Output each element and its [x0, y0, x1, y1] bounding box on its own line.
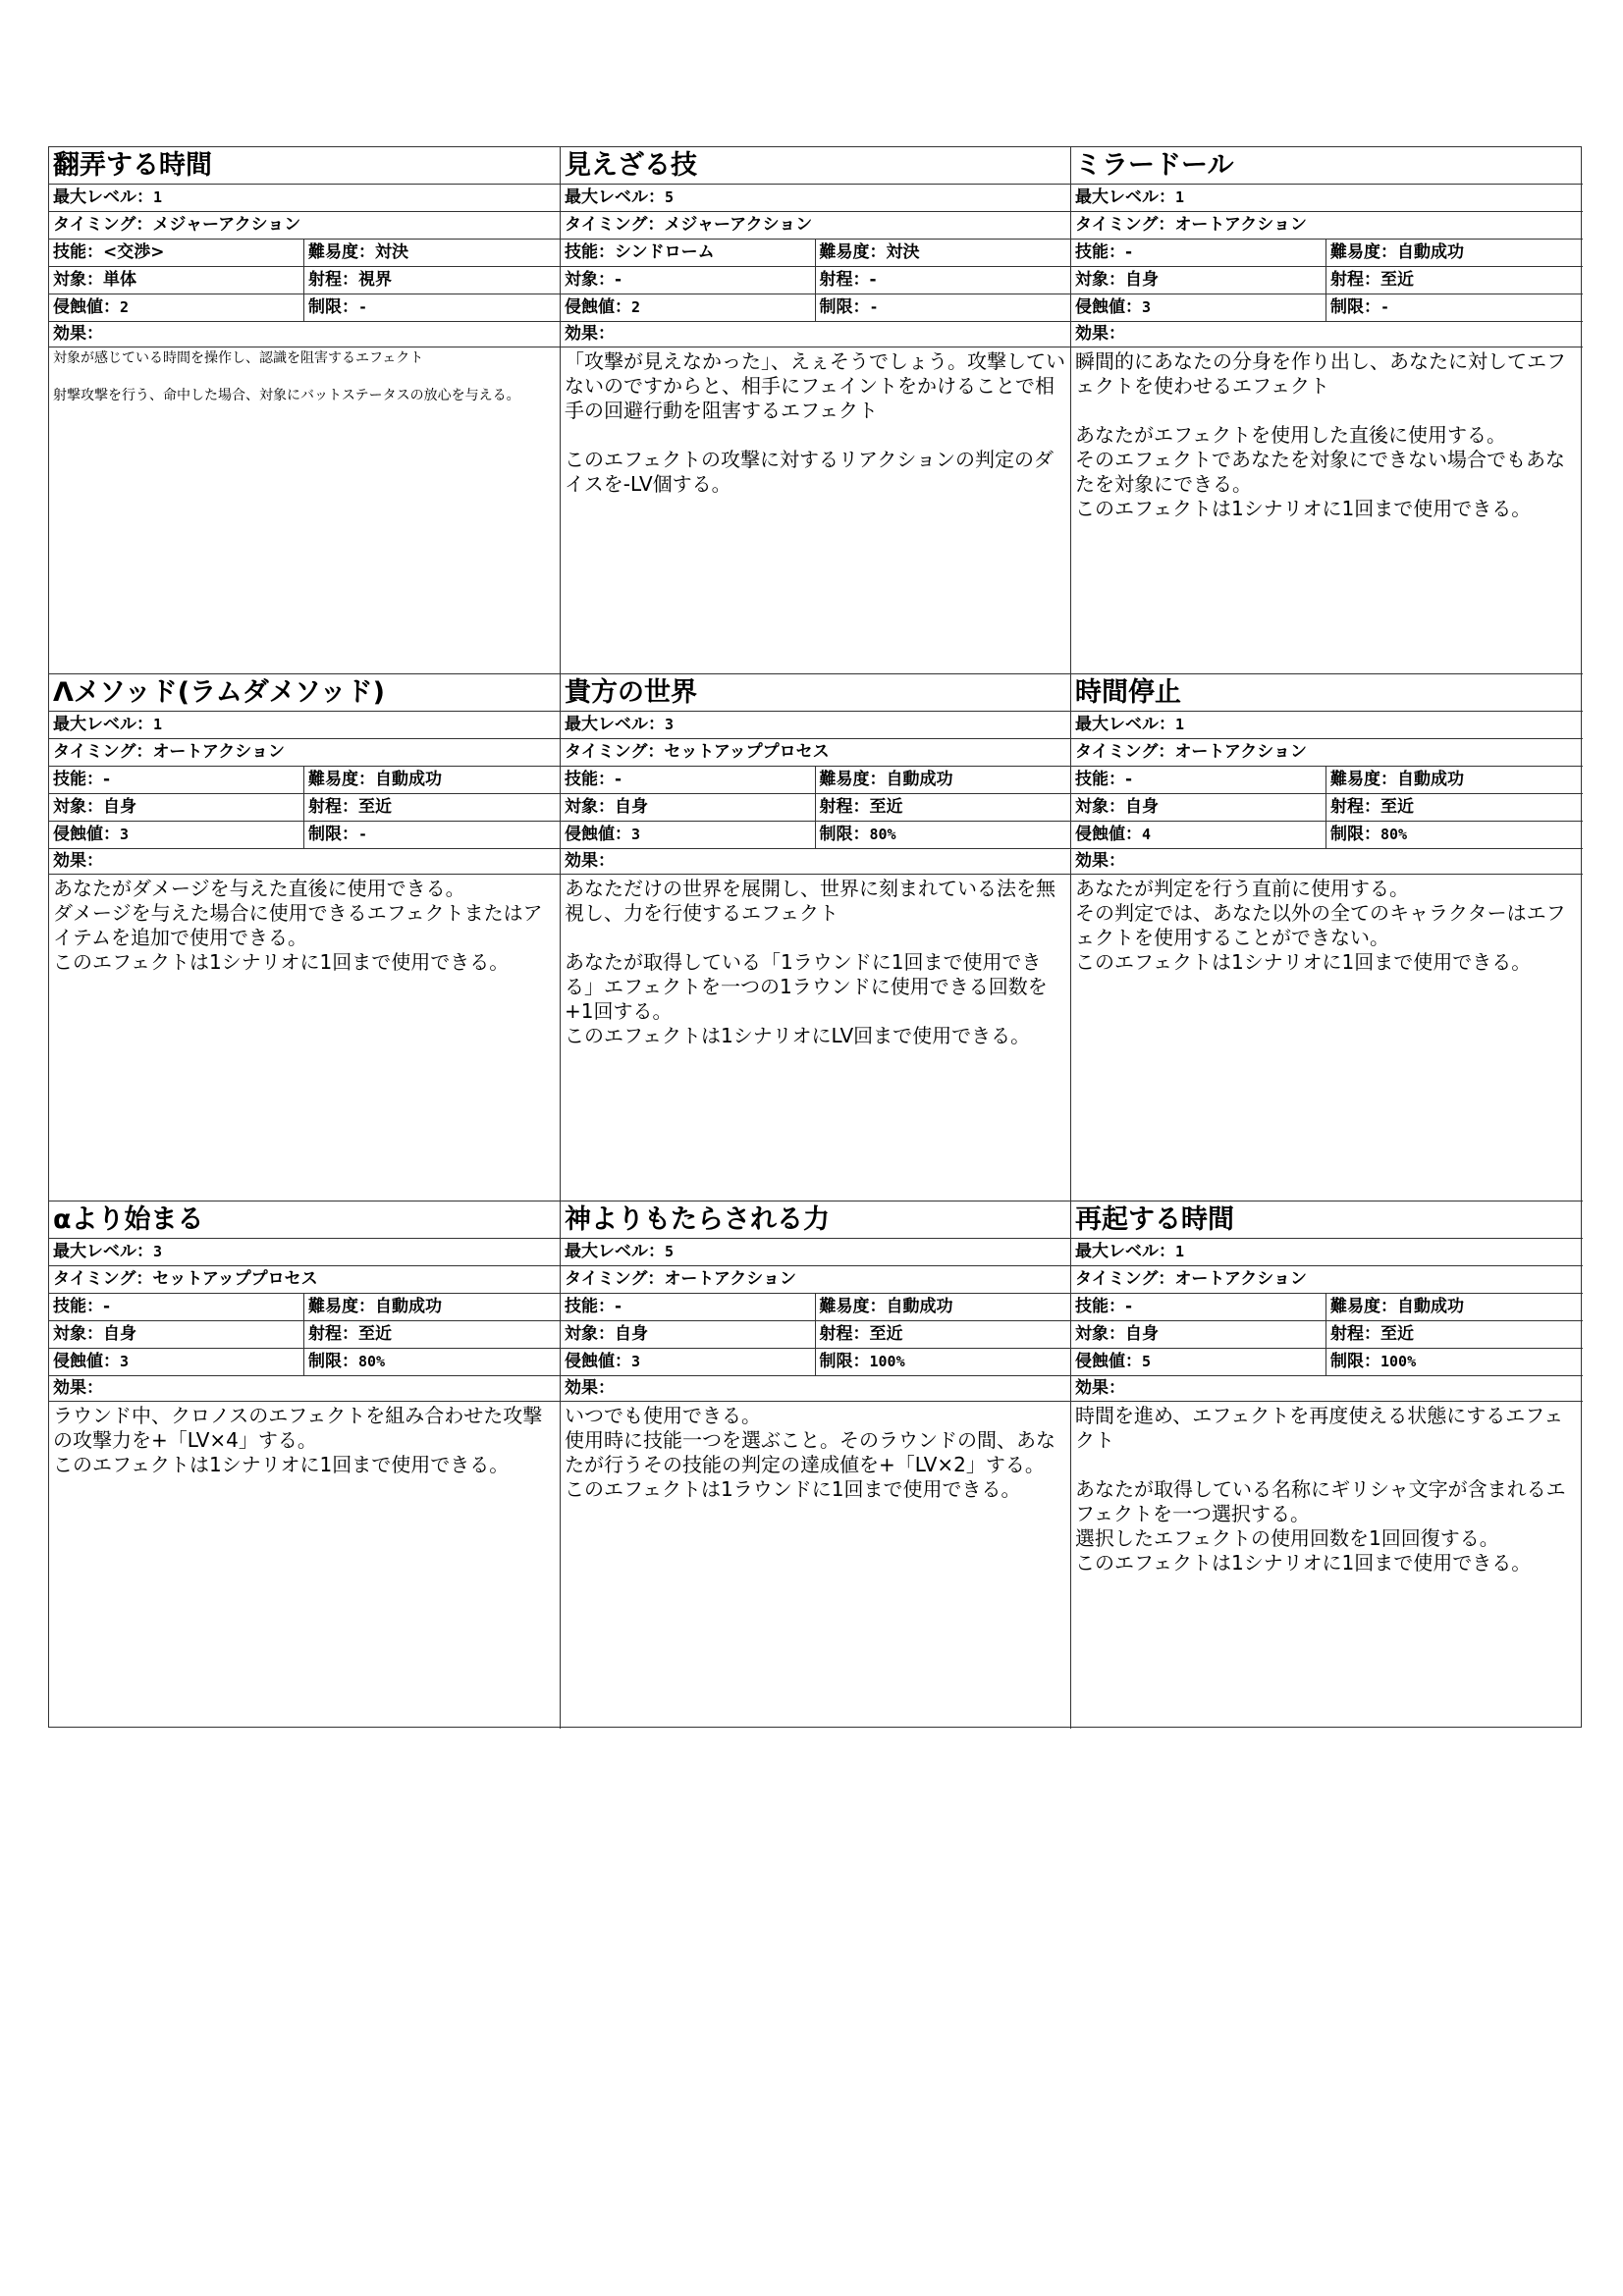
- effect-card: [49, 1201, 561, 1729]
- skill-value: -: [615, 1297, 622, 1316]
- max-level-row: [1071, 712, 1583, 739]
- skill-difficulty-row: [1071, 1294, 1583, 1321]
- effect-card: [1071, 147, 1583, 674]
- erosion-limit-row: [49, 294, 560, 322]
- max-level-value: 5: [665, 188, 675, 206]
- range-value: 至近: [1380, 270, 1414, 290]
- effect-label: 効果：: [49, 1376, 560, 1402]
- effect-text: 瞬間的にあなたの分身を作り出し、あなたに対してエフェクトを使わせるエフェクト あなたがエフェクトを使用した直後に使用する。 そのエフェクトであなたを対象にできない場合でもあなたを対象にできる。 このエフェクトは1シナリオに1回まで使用できる。: [1075, 349, 1566, 520]
- effect-label: 効果：: [1071, 322, 1583, 347]
- effect-text: ラウンド中、クロノスのエフェクトを組み合わせた攻撃の攻撃力を+「LV×4」する。 このエフェクトは1シナリオに1回まで使用できる。: [53, 1404, 543, 1476]
- skill-label: 技能：: [1075, 1297, 1125, 1316]
- skill-label: 技能：: [565, 242, 615, 262]
- max-level-value: 3: [665, 716, 675, 733]
- range-value: 至近: [358, 1324, 392, 1344]
- erosion-value: 3: [631, 1353, 641, 1370]
- difficulty-label: 難易度：: [819, 242, 887, 262]
- timing-value: メジャーアクション: [664, 215, 813, 235]
- erosion-limit-row: [1071, 1349, 1583, 1376]
- limit-label: 制限：: [1330, 825, 1380, 844]
- effect-title: 神よりもたらされる力: [561, 1201, 1070, 1239]
- range-value: 至近: [1380, 1324, 1414, 1344]
- max-level-label: 最大レベル：: [1075, 1242, 1175, 1261]
- timing-value: オートアクション: [1174, 742, 1307, 762]
- effect-text: あなただけの世界を展開し、世界に刻まれている法を無視し、力を行使するエフェクト あなたが取得している「1ラウンドに1回まで使用できる」エフェクトを一つの1ラウンドに使用できる回数を+1回する。 このエフェクトは1シナリオにLV回まで使用できる。: [565, 877, 1055, 1047]
- effect-card: [1071, 1201, 1583, 1729]
- limit-value: 80%: [358, 1353, 386, 1370]
- skill-label: 技能：: [1075, 770, 1125, 789]
- target-label: 対象：: [565, 270, 615, 290]
- erosion-limit-row: [561, 294, 1070, 322]
- erosion-value: 3: [631, 826, 641, 843]
- difficulty-value: 自動成功: [1397, 242, 1464, 262]
- erosion-value: 3: [1142, 298, 1152, 316]
- erosion-value: 4: [1142, 826, 1152, 843]
- effect-title: 貴方の世界: [561, 674, 1070, 712]
- max-level-row: [49, 1239, 560, 1266]
- max-level-label: 最大レベル：: [53, 1242, 153, 1261]
- timing-label: タイミング：: [565, 215, 665, 235]
- erosion-limit-row: [1071, 822, 1583, 849]
- max-level-row: [561, 185, 1070, 212]
- timing-value: セットアッププロセス: [152, 1269, 318, 1289]
- target-label: 対象：: [53, 270, 103, 290]
- max-level-value: 1: [153, 188, 163, 206]
- limit-label: 制限：: [308, 1352, 358, 1371]
- skill-difficulty-row: [49, 767, 560, 794]
- limit-label: 制限：: [308, 297, 358, 317]
- max-level-label: 最大レベル：: [565, 187, 665, 207]
- max-level-value: 1: [1175, 716, 1185, 733]
- range-label: 射程：: [1330, 797, 1380, 817]
- skill-label: 技能：: [1075, 242, 1125, 262]
- target-range-row: [561, 1321, 1070, 1349]
- difficulty-value: 自動成功: [1397, 770, 1464, 789]
- limit-value: -: [869, 298, 879, 316]
- limit-label: 制限：: [819, 1352, 870, 1371]
- max-level-value: 1: [1175, 1243, 1185, 1260]
- timing-row: [561, 739, 1070, 767]
- effect-card: [561, 147, 1071, 674]
- skill-difficulty-row: [561, 767, 1070, 794]
- effect-card: [561, 674, 1071, 1201]
- target-value: 自身: [1125, 270, 1159, 290]
- timing-label: タイミング：: [565, 742, 665, 762]
- timing-value: オートアクション: [152, 742, 285, 762]
- limit-value: 80%: [869, 826, 896, 843]
- effect-label: 効果：: [561, 849, 1070, 875]
- erosion-label: 侵蝕値：: [53, 297, 120, 317]
- erosion-limit-row: [1071, 294, 1583, 322]
- target-label: 対象：: [53, 797, 103, 817]
- skill-difficulty-row: [49, 1294, 560, 1321]
- timing-label: タイミング：: [1075, 1269, 1175, 1289]
- range-value: 至近: [869, 1324, 903, 1344]
- difficulty-value: 自動成功: [886, 770, 953, 789]
- difficulty-label: 難易度：: [308, 242, 375, 262]
- limit-value: -: [358, 826, 368, 843]
- skill-label: 技能：: [565, 770, 615, 789]
- range-value: 至近: [358, 797, 392, 817]
- skill-difficulty-row: [1071, 767, 1583, 794]
- effect-card: [49, 674, 561, 1201]
- max-level-label: 最大レベル：: [53, 715, 153, 734]
- range-label: 射程：: [819, 797, 870, 817]
- timing-value: セットアッププロセス: [664, 742, 830, 762]
- max-level-label: 最大レベル：: [1075, 715, 1175, 734]
- range-value: 至近: [869, 797, 903, 817]
- timing-label: タイミング：: [53, 742, 153, 762]
- effect-text: 対象が感じている時間を操作し、認識を阻害するエフェクト 射撃攻撃を行う、命中した場合、対象にバットステータスの放心を与える。: [53, 350, 520, 403]
- skill-value: -: [615, 770, 622, 789]
- timing-row: [1071, 1266, 1583, 1294]
- range-label: 射程：: [308, 797, 358, 817]
- erosion-value: 2: [120, 298, 130, 316]
- effect-title: αより始まる: [49, 1201, 560, 1239]
- range-label: 射程：: [819, 270, 870, 290]
- erosion-label: 侵蝕値：: [565, 1352, 631, 1371]
- skill-value: <交渉>: [103, 242, 165, 262]
- erosion-label: 侵蝕値：: [1075, 825, 1142, 844]
- difficulty-label: 難易度：: [308, 770, 375, 789]
- max-level-value: 5: [665, 1243, 675, 1260]
- max-level-label: 最大レベル：: [565, 715, 665, 734]
- limit-label: 制限：: [819, 297, 870, 317]
- timing-row: [561, 212, 1070, 240]
- max-level-label: 最大レベル：: [53, 187, 153, 207]
- effect-title: ミラードール: [1071, 147, 1583, 185]
- effect-label: 効果：: [1071, 1376, 1583, 1402]
- erosion-label: 侵蝕値：: [1075, 1352, 1142, 1371]
- difficulty-label: 難易度：: [1330, 770, 1397, 789]
- effect-title: 見えざる技: [561, 147, 1070, 185]
- target-value: 自身: [1125, 1324, 1159, 1344]
- timing-label: タイミング：: [53, 1269, 153, 1289]
- skill-value: -: [1125, 770, 1133, 789]
- erosion-value: 2: [631, 298, 641, 316]
- effect-title: Λメソッド(ラムダメソッド): [49, 674, 560, 712]
- difficulty-label: 難易度：: [1330, 242, 1397, 262]
- target-value: 自身: [615, 797, 648, 817]
- effect-card: [561, 1201, 1071, 1729]
- limit-value: 80%: [1380, 826, 1408, 843]
- skill-value: -: [1125, 242, 1133, 262]
- erosion-limit-row: [49, 1349, 560, 1376]
- target-range-row: [1071, 267, 1583, 294]
- skill-value: -: [1125, 1297, 1133, 1316]
- difficulty-value: 自動成功: [375, 1297, 442, 1316]
- effect-text: あなたがダメージを与えた直後に使用できる。 ダメージを与えた場合に使用できるエフェクトまたはアイテムを追加で使用できる。 このエフェクトは1シナリオに1回まで使用できる。: [53, 877, 543, 974]
- effect-title: 再起する時間: [1071, 1201, 1583, 1239]
- range-label: 射程：: [819, 1324, 870, 1344]
- erosion-limit-row: [49, 822, 560, 849]
- range-value: 視界: [358, 270, 392, 290]
- skill-label: 技能：: [53, 242, 103, 262]
- target-value: 自身: [103, 1324, 136, 1344]
- erosion-label: 侵蝕値：: [565, 297, 631, 317]
- timing-value: オートアクション: [1174, 215, 1307, 235]
- skill-value: -: [103, 770, 111, 789]
- erosion-limit-row: [561, 822, 1070, 849]
- skill-difficulty-row: [561, 1294, 1070, 1321]
- difficulty-label: 難易度：: [819, 1297, 887, 1316]
- target-value: -: [615, 270, 622, 290]
- effect-sheet: [48, 146, 1582, 1728]
- effect-card: [1071, 674, 1583, 1201]
- erosion-label: 侵蝕値：: [53, 825, 120, 844]
- erosion-value: 3: [120, 1353, 130, 1370]
- difficulty-value: 対決: [375, 242, 408, 262]
- skill-value: -: [103, 1297, 111, 1316]
- erosion-label: 侵蝕値：: [1075, 297, 1142, 317]
- effect-text: いつでも使用できる。 使用時に技能一つを選ぶこと。そのラウンドの間、あなたが行うその技能の判定の達成値を+「LV×2」する。 このエフェクトは1ラウンドに1回まで使用できる。: [565, 1404, 1055, 1501]
- max-level-row: [1071, 185, 1583, 212]
- limit-value: 100%: [869, 1353, 905, 1370]
- target-label: 対象：: [1075, 270, 1125, 290]
- difficulty-value: 対決: [886, 242, 920, 262]
- limit-label: 制限：: [1330, 1352, 1380, 1371]
- max-level-row: [1071, 1239, 1583, 1266]
- difficulty-value: 自動成功: [886, 1297, 953, 1316]
- target-range-row: [49, 1321, 560, 1349]
- difficulty-value: 自動成功: [375, 770, 442, 789]
- difficulty-value: 自動成功: [1397, 1297, 1464, 1316]
- limit-label: 制限：: [819, 825, 870, 844]
- range-label: 射程：: [308, 270, 358, 290]
- effect-text: あなたが判定を行う直前に使用する。 その判定では、あなた以外の全てのキャラクターはエフェクトを使用することができない。 このエフェクトは1シナリオに1回まで使用できる。: [1075, 877, 1566, 974]
- target-label: 対象：: [53, 1324, 103, 1344]
- timing-row: [49, 1266, 560, 1294]
- target-value: 自身: [615, 1324, 648, 1344]
- timing-label: タイミング：: [1075, 742, 1175, 762]
- range-label: 射程：: [308, 1324, 358, 1344]
- effect-text: 時間を進め、エフェクトを再度使える状態にするエフェクト あなたが取得している名称にギリシャ文字が含まれるエフェクトを一つ選択する。 選択したエフェクトの使用回数を1回回復する。 このエフェクトは1シナリオに1回まで使用できる。: [1075, 1404, 1566, 1575]
- max-level-row: [561, 712, 1070, 739]
- target-label: 対象：: [1075, 797, 1125, 817]
- range-label: 射程：: [1330, 1324, 1380, 1344]
- target-label: 対象：: [565, 1324, 615, 1344]
- skill-difficulty-row: [1071, 240, 1583, 267]
- effect-title: 翻弄する時間: [49, 147, 560, 185]
- target-value: 単体: [103, 270, 136, 290]
- timing-value: メジャーアクション: [152, 215, 301, 235]
- effect-title: 時間停止: [1071, 674, 1583, 712]
- target-range-row: [1071, 1321, 1583, 1349]
- skill-label: 技能：: [53, 770, 103, 789]
- max-level-value: 1: [153, 716, 163, 733]
- timing-label: タイミング：: [565, 1269, 665, 1289]
- target-value: 自身: [103, 797, 136, 817]
- max-level-value: 3: [153, 1243, 163, 1260]
- max-level-label: 最大レベル：: [1075, 187, 1175, 207]
- limit-value: -: [1380, 298, 1390, 316]
- timing-row: [1071, 212, 1583, 240]
- difficulty-label: 難易度：: [1330, 1297, 1397, 1316]
- skill-value: シンドローム: [615, 242, 715, 262]
- timing-row: [561, 1266, 1070, 1294]
- effect-label: 効果：: [1071, 849, 1583, 875]
- skill-difficulty-row: [561, 240, 1070, 267]
- effect-text: 「攻撃が見えなかった」、えぇそうでしょう。攻撃していないのですからと、相手にフェイントをかけることで相手の回避行動を阻害するエフェクト このエフェクトの攻撃に対するリアクションの判定のダイスを-LV個する。: [565, 349, 1065, 496]
- max-level-value: 1: [1175, 188, 1185, 206]
- skill-label: 技能：: [565, 1297, 615, 1316]
- timing-row: [1071, 739, 1583, 767]
- effect-label: 効果：: [49, 849, 560, 875]
- target-range-row: [561, 267, 1070, 294]
- target-range-row: [561, 794, 1070, 822]
- effect-label: 効果：: [561, 1376, 1070, 1402]
- max-level-row: [49, 185, 560, 212]
- max-level-label: 最大レベル：: [565, 1242, 665, 1261]
- limit-value: -: [358, 298, 368, 316]
- timing-label: タイミング：: [53, 215, 153, 235]
- limit-label: 制限：: [1330, 297, 1380, 317]
- target-range-row: [1071, 794, 1583, 822]
- erosion-label: 侵蝕値：: [565, 825, 631, 844]
- target-label: 対象：: [1075, 1324, 1125, 1344]
- effect-card: [49, 147, 561, 674]
- timing-value: オートアクション: [1174, 1269, 1307, 1289]
- effect-label: 効果：: [561, 322, 1070, 347]
- range-value: -: [869, 270, 877, 290]
- skill-difficulty-row: [49, 240, 560, 267]
- range-label: 射程：: [1330, 270, 1380, 290]
- timing-label: タイミング：: [1075, 215, 1175, 235]
- timing-row: [49, 212, 560, 240]
- timing-value: オートアクション: [664, 1269, 796, 1289]
- target-label: 対象：: [565, 797, 615, 817]
- erosion-value: 3: [120, 826, 130, 843]
- erosion-limit-row: [561, 1349, 1070, 1376]
- target-range-row: [49, 267, 560, 294]
- timing-row: [49, 739, 560, 767]
- range-value: 至近: [1380, 797, 1414, 817]
- effect-label: 効果：: [49, 322, 560, 347]
- max-level-row: [49, 712, 560, 739]
- difficulty-label: 難易度：: [308, 1297, 375, 1316]
- difficulty-label: 難易度：: [819, 770, 887, 789]
- target-range-row: [49, 794, 560, 822]
- limit-value: 100%: [1380, 1353, 1417, 1370]
- limit-label: 制限：: [308, 825, 358, 844]
- erosion-value: 5: [1142, 1353, 1152, 1370]
- skill-label: 技能：: [53, 1297, 103, 1316]
- erosion-label: 侵蝕値：: [53, 1352, 120, 1371]
- max-level-row: [561, 1239, 1070, 1266]
- target-value: 自身: [1125, 797, 1159, 817]
